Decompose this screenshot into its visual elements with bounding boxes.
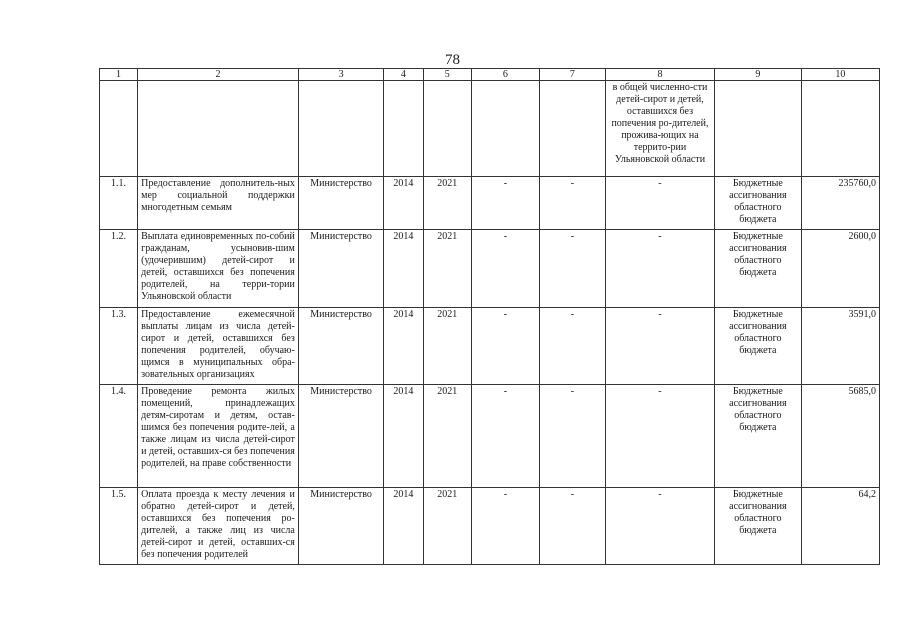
cell-end-year: 2021 xyxy=(423,230,471,308)
cell-col8: - xyxy=(605,385,714,488)
column-header: 1 xyxy=(100,69,138,81)
column-header: 7 xyxy=(539,69,605,81)
table-row xyxy=(100,488,880,565)
cell-col7: - xyxy=(539,488,605,565)
cell-empty xyxy=(423,81,471,177)
cell-number: 1.4. xyxy=(100,385,138,488)
cell-measure-name: Проведение ремонта жилых помещений, принадлежащих детям-сиротам и детям, остав-шимся без попечения родите-лей, а также лицам из числа детей-сирот и детей, оставших-ся без попечения родителей, на праве собственности xyxy=(138,385,299,488)
cell-amount: 3591,0 xyxy=(801,308,879,385)
table-row xyxy=(100,385,880,488)
cell-measure-name: Оплата проезда к месту лечения и обратно детей-сирот и детей, оставшихся без попечения ро-дителей, а также лиц из числа детей-сирот и детей, оставших-ся без попечения родителей xyxy=(138,488,299,565)
cell-executor: Министерство xyxy=(298,177,384,230)
cell-start-year: 2014 xyxy=(384,488,423,565)
table-row xyxy=(100,308,880,385)
table-row xyxy=(100,230,880,308)
cell-empty xyxy=(715,81,802,177)
cell-empty xyxy=(298,81,384,177)
column-header: 9 xyxy=(715,69,802,81)
column-header: 8 xyxy=(605,69,714,81)
cell-end-year: 2021 xyxy=(423,385,471,488)
cell-empty xyxy=(138,81,299,177)
cell-col7: - xyxy=(539,308,605,385)
cell-start-year: 2014 xyxy=(384,177,423,230)
cell-col6: - xyxy=(471,230,539,308)
cell-col6: - xyxy=(471,308,539,385)
header-row xyxy=(100,69,880,81)
cell-amount: 5685,0 xyxy=(801,385,879,488)
column-header: 2 xyxy=(138,69,299,81)
cell-funding-source: Бюджетные ассигнования областного бюджета xyxy=(715,488,802,565)
cell-empty xyxy=(801,81,879,177)
column-header: 3 xyxy=(298,69,384,81)
cell-number: 1.3. xyxy=(100,308,138,385)
cell-executor: Министерство xyxy=(298,488,384,565)
cell-col6: - xyxy=(471,177,539,230)
cell-col8: - xyxy=(605,230,714,308)
cell-col8: - xyxy=(605,177,714,230)
cell-funding-source: Бюджетные ассигнования областного бюджета xyxy=(715,308,802,385)
continuation-row xyxy=(100,81,880,177)
cell-number: 1.5. xyxy=(100,488,138,565)
cell-col6: - xyxy=(471,385,539,488)
cell-number: 1.1. xyxy=(100,177,138,230)
cell-executor: Министерство xyxy=(298,385,384,488)
column-header: 10 xyxy=(801,69,879,81)
program-table xyxy=(99,68,880,565)
cell-col7: - xyxy=(539,385,605,488)
column-header: 4 xyxy=(384,69,423,81)
cell-col7: - xyxy=(539,177,605,230)
cell-start-year: 2014 xyxy=(384,385,423,488)
cell-number: 1.2. xyxy=(100,230,138,308)
cell-start-year: 2014 xyxy=(384,230,423,308)
cell-indicator-continuation: в общей численно-сти детей-сирот и детей, оставшихся без попечения ро-дителей, прожива-ющих на террито-рии Ульяновской области xyxy=(605,81,714,177)
cell-empty xyxy=(384,81,423,177)
cell-end-year: 2021 xyxy=(423,308,471,385)
cell-amount: 235760,0 xyxy=(801,177,879,230)
page-number: 78 xyxy=(445,52,460,68)
column-header: 5 xyxy=(423,69,471,81)
cell-col7: - xyxy=(539,230,605,308)
cell-executor: Министерство xyxy=(298,308,384,385)
cell-empty xyxy=(471,81,539,177)
cell-measure-name: Предоставление дополнитель-ных мер социальной поддержки многодетным семьям xyxy=(138,177,299,230)
cell-end-year: 2021 xyxy=(423,177,471,230)
cell-col6: - xyxy=(471,488,539,565)
cell-executor: Министерство xyxy=(298,230,384,308)
cell-amount: 64,2 xyxy=(801,488,879,565)
table-row xyxy=(100,177,880,230)
cell-funding-source: Бюджетные ассигнования областного бюджета xyxy=(715,385,802,488)
cell-empty xyxy=(100,81,138,177)
cell-funding-source: Бюджетные ассигнования областного бюджета xyxy=(715,177,802,230)
column-header: 6 xyxy=(471,69,539,81)
cell-start-year: 2014 xyxy=(384,308,423,385)
cell-end-year: 2021 xyxy=(423,488,471,565)
cell-amount: 2600,0 xyxy=(801,230,879,308)
cell-empty xyxy=(539,81,605,177)
cell-col8: - xyxy=(605,308,714,385)
cell-col8: - xyxy=(605,488,714,565)
cell-measure-name: Предоставление ежемесячной выплаты лицам из числа детей-сирот и детей, оставшихся без попечения родителей, обучаю-щимся в муниципальных обра-зовательных организациях xyxy=(138,308,299,385)
cell-measure-name: Выплата единовременных по-собий гражданам, усыновив-шим (удочерившим) детей-сирот и детей, оставшихся без попечения родителей, на терри-тории Ульяновской области xyxy=(138,230,299,308)
cell-funding-source: Бюджетные ассигнования областного бюджета xyxy=(715,230,802,308)
